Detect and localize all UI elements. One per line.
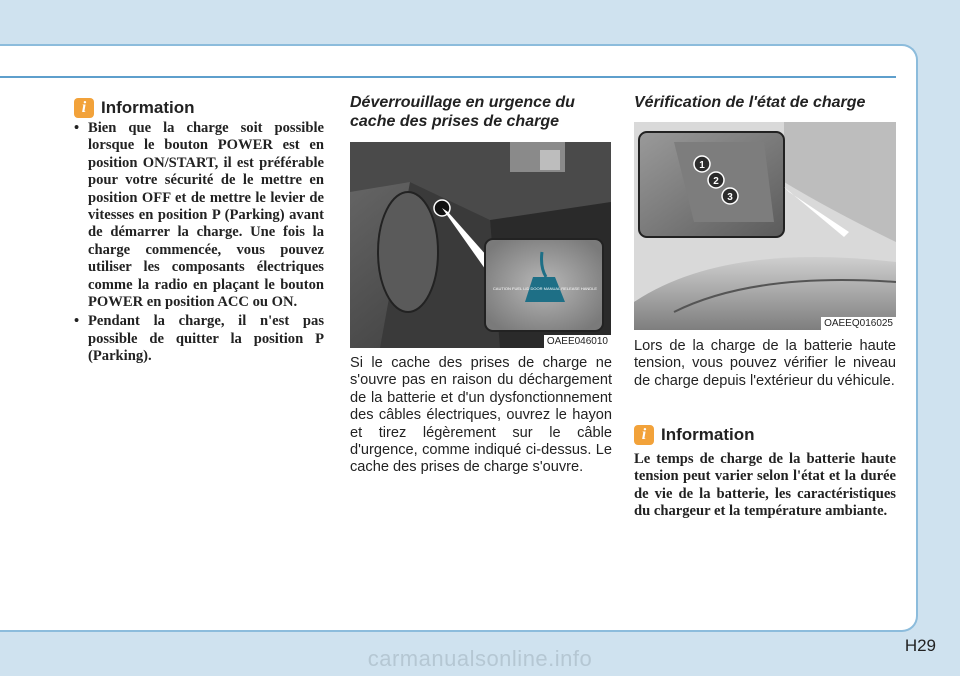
info-title-left: Information [101, 98, 195, 117]
tag-text: CAUTION FUEL LID DOOR MANUAL RELEASE HANDLE [492, 286, 598, 291]
page-number: H29 [904, 636, 936, 655]
car-charge-indicator-illustration [634, 122, 896, 330]
watermark: carmanualsonline.info [367, 646, 593, 671]
charge-indicator-figure [634, 122, 896, 330]
section-title-charge-check: Vérification de l'état de charge [634, 94, 866, 111]
info-icon: i [74, 98, 94, 118]
figure-code-middle: OAEE046010 [544, 335, 611, 348]
info-icon: i [634, 425, 654, 445]
section-title-emergency-release: Déverrouillage en urgence du cache des prises de charge [350, 94, 575, 130]
figure-code-right: OAEEQ016025 [821, 317, 896, 330]
info-bullet-1: • Bien que la charge soit possible lorsque le bouton POWER est en position ON/START, il est préférable pour votre sécurité de le mettre en position OFF et de mettre le levier de vitesses en position P (Parking) avant de démarrer la charge. Une fois la charge commencée, vous pouvez utiliser les composants électriques comme la radio en plaçant le bouton POWER en position ACC ou ON. [74, 120, 324, 311]
info-bullet-2: • Pendant la charge, il n'est pas possible de quitter la position P (Parking). [74, 313, 324, 365]
info-heading-left [74, 98, 195, 118]
callout-1: 1 [699, 160, 705, 171]
info-title-right: Information [661, 425, 755, 444]
trunk-interior-illustration [350, 142, 611, 348]
info-bullet-list [74, 120, 324, 368]
trunk-release-figure [350, 142, 611, 348]
callout-3: 3 [727, 192, 733, 203]
callout-2: 2 [713, 176, 719, 187]
info-heading-right [634, 425, 755, 445]
body-emergency-release: Si le cache des prises de charge ne s'ouvre pas en raison du déchargement de la batterie et d'un dysfonctionnement des câbles électriques, ouvrez le hayon et tirez légèrement sur le câble d'urgence, comme indiqué ci-dessus. Le cache des prises de charge s'ouvre. [350, 355, 612, 476]
header-rule [0, 76, 896, 78]
info-text-right: Le temps de charge de la batterie haute tension peut varier selon l'état et la durée de vie de la batterie, les caractéristiques du chargeur et la température ambiante. [634, 451, 896, 520]
body-charge-check: Lors de la charge de la batterie haute tension, vous pouvez vérifier le niveau de charge depuis l'extérieur du véhicule. [634, 338, 896, 389]
